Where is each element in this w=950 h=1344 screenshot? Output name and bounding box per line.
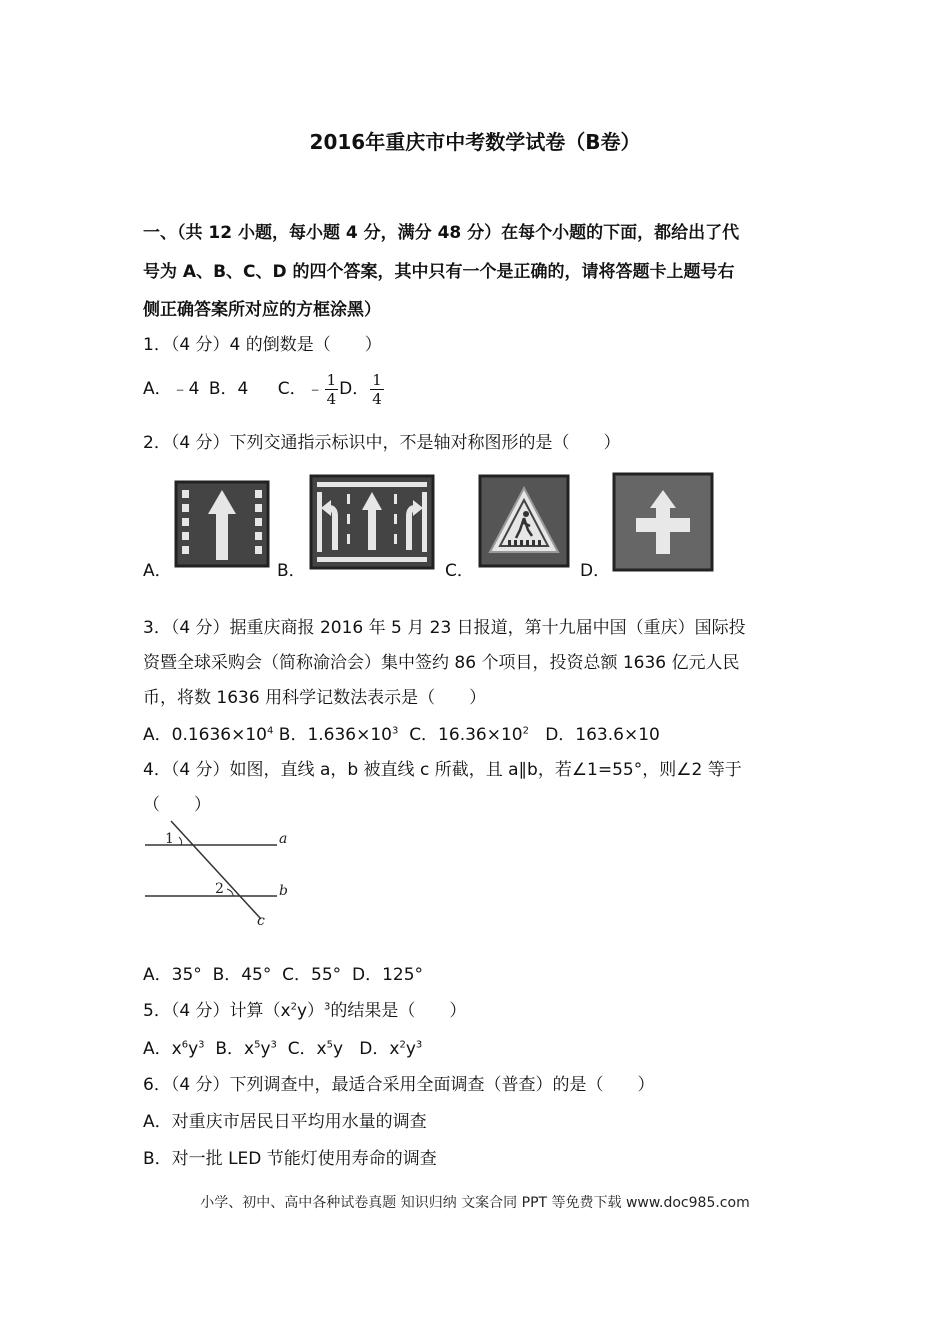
question-1-options — [143, 368, 385, 410]
question-3-line-2: 资暨全球采购会（简称渝洽会）集中签约 86 个项目，投资总额 1636 亿元人民 — [143, 653, 740, 673]
q2-label-d: D． — [580, 561, 611, 581]
question-3-options — [143, 720, 660, 745]
parallel-lines-figure — [143, 815, 303, 931]
question-2-stem: 2．（4 分）下列交通指示标识中，不是轴对称图形的是（ ） — [143, 433, 621, 453]
q1-option-b: B．4 — [208, 379, 249, 399]
question-4-line-2: （ ） — [143, 795, 211, 815]
q1-option-c: C．﹣ — [277, 379, 324, 399]
figure-label-angle-2: 2 — [215, 881, 224, 897]
figure-label-angle-1: 1 — [165, 831, 174, 847]
straight-lane-sign-icon — [174, 480, 270, 572]
question-1-stem: 1．（4 分）4 的倒数是（ ） — [143, 335, 382, 355]
q3-option-b: B．1.636×10 — [278, 725, 392, 745]
q5-option-d: D．$x^2y^3$ — [359, 1039, 423, 1059]
question-5-stem: 5．（4 分）计算$(x^2y)^3$的结果是（ ） — [143, 1001, 467, 1021]
page-title: 2016年重庆市中考数学试卷（B卷） — [309, 130, 641, 154]
q2-label-a: A． — [143, 561, 172, 581]
figure-label-line-b: b — [279, 883, 288, 899]
q3-option-a-exponent: 4 — [267, 725, 274, 737]
q2-label-b: B． — [277, 561, 306, 581]
figure-label-line-a: a — [279, 831, 288, 847]
q2-label-c: C． — [445, 561, 474, 581]
pedestrian-crossing-sign-icon — [478, 474, 570, 572]
q6-option-a: A．对重庆市居民日平均用水量的调查 — [143, 1112, 427, 1132]
q5-option-b: B．$x^5y^3$ — [215, 1039, 277, 1059]
lane-direction-sign-icon — [309, 474, 435, 574]
q5-option-a: A．$x^6y^3$ — [143, 1039, 205, 1059]
q1-option-d: D． — [339, 379, 370, 399]
section-instructions-line-3: 侧正确答案所对应的方框涂黑） — [143, 300, 381, 320]
question-4-options: A．35° B．45° C．55° D．125° — [143, 965, 424, 985]
q5-option-c: C．$x^5y$ — [287, 1039, 344, 1059]
page-footer: 小学、初中、高中各种试卷真题 知识归纳 文案合同 PPT 等免费下载 www.doc985.com — [200, 1195, 750, 1211]
q6-option-b: B．对一批 LED 节能灯使用寿命的调查 — [143, 1149, 437, 1169]
intersection-sign-icon — [612, 472, 714, 576]
figure-label-line-c: c — [257, 913, 265, 927]
q3-option-a: A．0.1636×10 — [143, 725, 267, 745]
question-3-line-3: 币，将数 1636 用科学记数法表示是（ ） — [143, 688, 487, 708]
q1-option-a: A．﹣4 — [143, 379, 200, 399]
section-instructions-line-2: 号为 A、B、C、D 的四个答案，其中只有一个是正确的，请将答题卡上题号右 — [143, 262, 735, 282]
q3-option-c-exponent: 2 — [522, 725, 529, 737]
q3-option-b-exponent: 3 — [392, 725, 399, 737]
question-5-options — [143, 1034, 422, 1059]
question-3-line-1: 3．（4 分）据重庆商报 2016 年 5 月 23 日报道，第十九届中国（重庆）国际投 — [143, 618, 746, 638]
q3-option-d: D．163.6×10 — [545, 725, 660, 745]
q1-fraction-c: $\frac{1}{4}$ — [326, 370, 337, 408]
question-4-line-1: 4．（4 分）如图，直线 a，b 被直线 c 所截，且 a∥b，若∠1=55°，则∠2 等于 — [143, 760, 742, 780]
q3-option-c: C．16.36×10 — [409, 725, 523, 745]
section-instructions-line-1: 一、（共 12 小题，每小题 4 分，满分 48 分）在每个小题的下面，都给出了代 — [143, 223, 740, 243]
question-6-stem: 6．（4 分）下列调查中，最适合采用全面调查（普查）的是（ ） — [143, 1075, 655, 1095]
q1-fraction-d: $\frac{1}{4}$ — [372, 370, 382, 408]
